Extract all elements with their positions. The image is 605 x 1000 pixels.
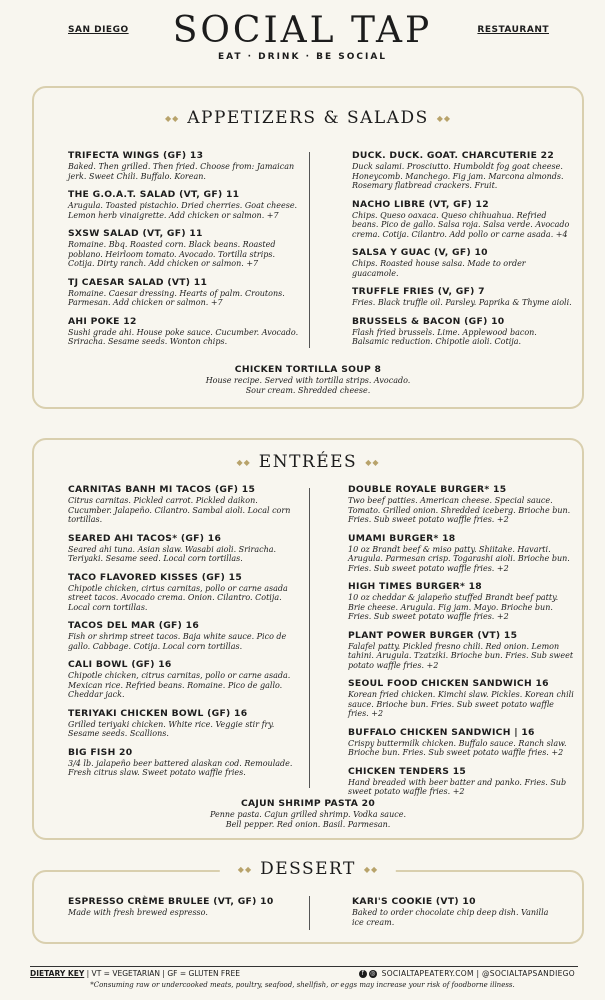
appetizers-right-column — [352, 150, 572, 355]
menu-item: KARI'S COOKIE (VT) 10 Baked to order chocolate chip deep dish. Vanilla ice cream. — [352, 896, 549, 927]
restaurant-label: RESTAURANT — [477, 25, 549, 35]
entrees-heading: ◆◆ ENTRÉES ◆◆ — [236, 452, 380, 472]
diamond-ornament-icon: ◆◆ — [236, 458, 251, 467]
footer-rule — [30, 966, 578, 967]
menu-item: TERIYAKI CHICKEN BOWL (GF) 16 Grilled teriyaki chicken. White rice. Veggie stir fry. Sesame seeds. Scallions. — [68, 707, 275, 738]
dessert-right-column — [352, 896, 552, 935]
facebook-icon[interactable]: f — [359, 970, 367, 978]
menu-item-centered: CAJUN SHRIMP PASTA 20 Penne pasta. Cajun grilled shrimp. Vodka sauce. Bell pepper. Red onion. Basil. Parmesan. — [209, 798, 406, 829]
diamond-ornament-icon: ◆◆ — [436, 114, 452, 123]
menu-item: CARNITAS BANH MI TACOS (GF) 15 Citrus carnitas. Pickled carrot. Pickled daikon. Cucumber. Jalapeño. Cilantro. Sambal aioli. Local corn tortillas. — [68, 484, 291, 524]
menu-item: SEOUL FOOD CHICKEN SANDWICH 16 Korean fried chicken. Kimchi slaw. Pickles. Korean chili sauce. Brioche bun. Fries. Sub sweet potato waffle fries. +2 — [348, 678, 574, 718]
social-links[interactable]: f ◎ SOCIALTAPEATERY.COM | @SOCIALTAPSANDIEGO — [359, 969, 575, 978]
dessert-panel — [32, 859, 584, 944]
column-divider — [309, 896, 310, 930]
menu-item: TRUFFLE FRIES (V, GF) 7 Fries. Black truffle oil. Parsley. Paprika & Thyme aioli. — [352, 286, 572, 307]
menu-item: NACHO LIBRE (VT, GF) 12 Chips. Queso oaxaca. Queso chihuahua. Refried beans. Pico de gallo. Salsa roja. Salsa verde. Avocado crema. Cotija. Cilantro. Add pollo or carne asada. +4 — [352, 198, 570, 239]
location-label: SAN DIEGO — [68, 25, 129, 35]
disclaimer: *Consuming raw or undercooked meats, poultry, seafood, shellfish, or eggs may increase your risk of foodborne illness. — [90, 981, 515, 989]
menu-item: DOUBLE ROYALE BURGER* 15 Two beef patties. American cheese. Special sauce. Tomato. Grilled onion. Shredded iceberg. Brioche bun. Fries. Sub sweet potato waffle fries. +2 — [348, 484, 571, 524]
menu-item: HIGH TIMES BURGER* 18 10 oz cheddar & jalapeño stuffed Brandt beef patty. Brie cheese. Arugula. Fig jam. Mayo. Brioche bun. Fries. Sub sweet potato waffle fries. +2 — [348, 581, 559, 621]
column-divider — [309, 152, 310, 348]
menu-item: SALSA Y GUAC (V, GF) 10 Chips. Roasted house salsa. Made to order guacamole. — [352, 247, 526, 278]
appetizers-panel — [32, 86, 584, 409]
menu-item: TACOS DEL MAR (GF) 16 Fish or shrimp street tacos. Baja white sauce. Pico de gallo. Cabbage. Cotija. Local corn tortillas. — [68, 620, 287, 651]
menu-item: SXSW SALAD (VT, GF) 11 Romaine. Bbq. Roasted corn. Black beans. Roasted poblano. Heirloom tomato. Avocado. Tortilla strips. Cotija. Dirty ranch. Add chicken or salmon. +7 — [68, 228, 276, 268]
menu-item: PLANT POWER BURGER (VT) 15 Falafel patty. Pickled fresno chili. Red onion. Lemon tahini. Arugula. Tzatziki. Brioche bun. Fries. Sub sweet potato waffle fries. +2 — [348, 629, 574, 670]
menu-item: BIG FISH 20 3/4 lb. jalapeño beer battered alaskan cod. Remoulade. Fresh citrus slaw. Sweet potato waffle fries. — [68, 746, 293, 777]
instagram-icon[interactable]: ◎ — [370, 970, 376, 977]
menu-item: SEARED AHI TACOS* (GF) 16 Seared ahi tuna. Asian slaw. Wasabi aioli. Sriracha. Teriyaki. Sesame seed. Local corn tortillas. — [68, 532, 277, 563]
menu-item: TRIFECTA WINGS (GF) 13 Baked. Then grilled. Then fried. Choose from: Jamaican jerk. Sweet Chili. Buffalo. Korean. — [68, 150, 295, 181]
entrees-panel — [32, 438, 584, 840]
menu-item-centered: CHICKEN TORTILLA SOUP 8 House recipe. Served with tortilla strips. Avocado. Sour cream. Shredded cheese. — [205, 364, 411, 395]
entrees-right-column — [348, 484, 576, 805]
menu-item: AHI POKE 12 Sushi grade ahi. House poke sauce. Cucumber. Avocado. Sriracha. Sesame seeds. Wonton chips. — [68, 315, 299, 346]
dietary-key: DIETARY KEY | VT = VEGETARIAN | GF = GLUTEN FREE — [30, 969, 240, 978]
appetizers-heading: ◆◆ APPETIZERS & SALADS ◆◆ — [164, 108, 452, 128]
menu-item: TJ CAESAR SALAD (VT) 11 Romaine. Caesar dressing. Hearts of palm. Croutons. Parmesan. Add chicken or salmon. +7 — [68, 276, 285, 307]
brand-title: SOCIAL TAP — [172, 10, 433, 51]
entrees-left-column — [68, 484, 300, 786]
menu-item: CALI BOWL (GF) 16 Chipotle chicken, citrus carnitas, pollo or carne asada. Mexican rice. Refried beans. Romaine. Pico de gallo. Cheddar jack. — [68, 659, 291, 699]
diamond-ornament-icon: ◆◆ — [164, 114, 180, 123]
menu-item: DUCK. DUCK. GOAT. CHARCUTERIE 22 Duck salami. Prosciutto. Humboldt fog goat cheese. Honeycomb. Manchego. Fig jam. Marcona almonds. Rosemary flatbread crackers. Fruit. — [352, 150, 564, 190]
diamond-ornament-icon: ◆◆ — [237, 865, 253, 874]
menu-item: CHICKEN TENDERS 15 Hand breaded with beer batter and panko. Fries. Sub sweet potato waffle fries. +2 — [348, 765, 567, 796]
dessert-left-column — [68, 896, 300, 926]
diamond-ornament-icon: ◆◆ — [365, 458, 380, 467]
column-divider — [309, 488, 310, 788]
dessert-heading: ◆◆ DESSERT ◆◆ — [220, 859, 396, 879]
menu-item: TACO FLAVORED KISSES (GF) 15 Chipotle chicken, cirtus carnitas, pollo or carne asada street tacos. Avocado crema. Onion. Cilantro. Cotija. Local corn tortillas. — [68, 571, 288, 612]
menu-item: BUFFALO CHICKEN SANDWICH | 16 Crispy buttermilk chicken. Buffalo sauce. Ranch slaw. Brioche bun. Fries. Sub sweet potato waffle fries. +2 — [348, 726, 567, 757]
menu-item: UMAMI BURGER* 18 10 oz Brandt beef & miso patty. Shiitake. Havarti. Arugula. Parmesan crisp. Togarashi aioli. Brioche bun. Fries. Sub sweet potato waffle fries. +2 — [348, 532, 570, 573]
diamond-ornament-icon: ◆◆ — [363, 865, 379, 874]
appetizers-left-column — [68, 150, 300, 355]
menu-item: BRUSSELS & BACON (GF) 10 Flash fried brussels. Lime. Applewood bacon. Balsamic reduction. Chipotle aioli. Cotija. — [352, 315, 537, 346]
menu-item: THE G.O.A.T. SALAD (VT, GF) 11 Arugula. Toasted pistachio. Dried cherries. Goat cheese. Lemon herb vinaigrette. Add chicken or salmon. +7 — [68, 189, 298, 220]
tagline: EAT · DRINK · BE SOCIAL — [217, 52, 388, 62]
menu-item: ESPRESSO CRÈME BRULEE (VT, GF) 10 Made with fresh brewed espresso. — [68, 896, 274, 917]
